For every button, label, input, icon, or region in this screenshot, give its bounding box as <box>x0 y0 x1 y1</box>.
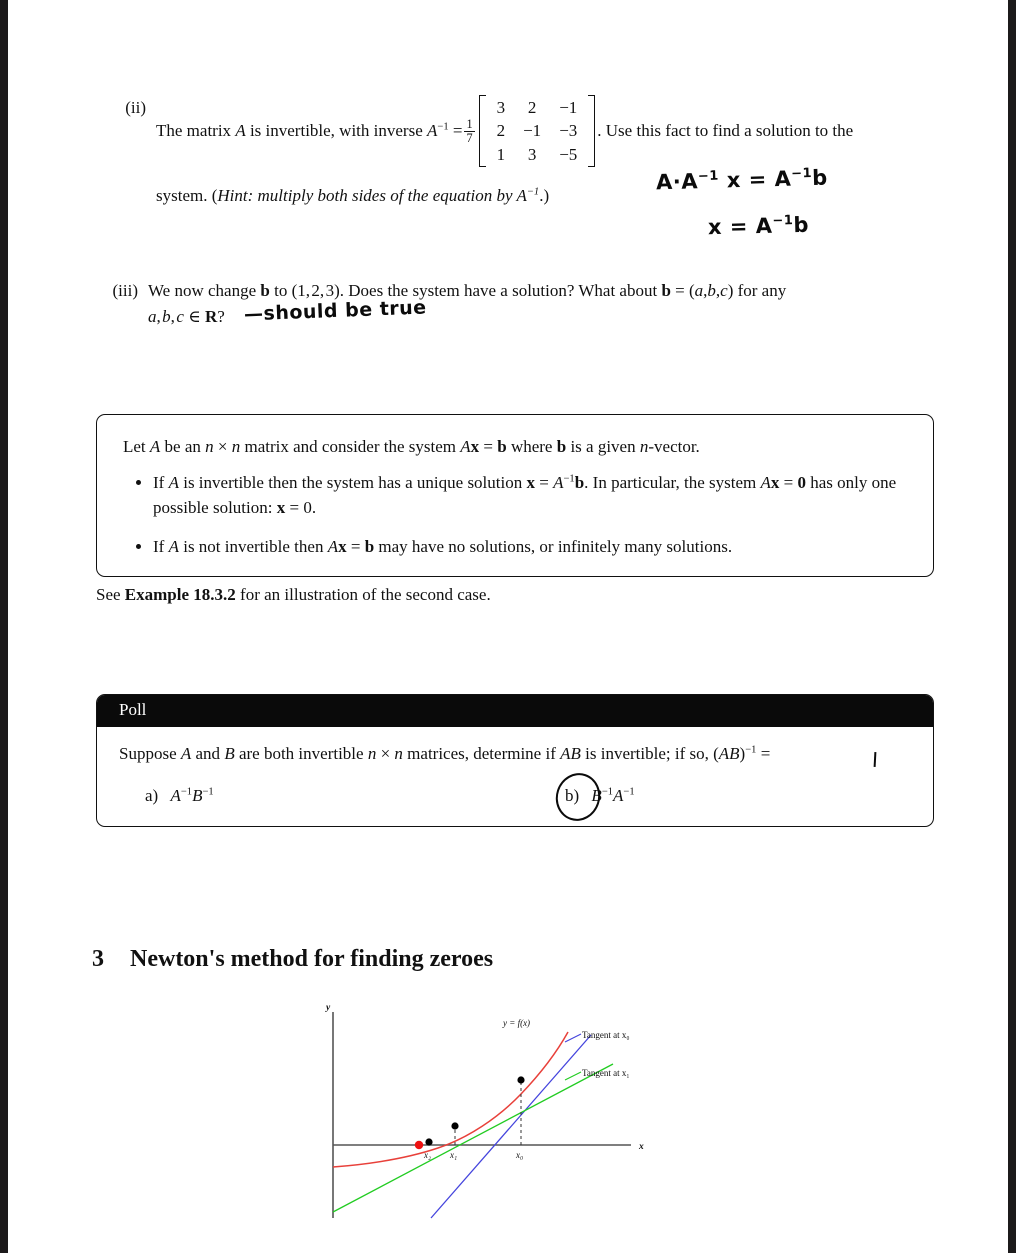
question-ii-text-after: . Use this fact to find a solution to the <box>597 121 854 141</box>
figure-point-f-x2 <box>425 1138 432 1145</box>
figure-tick-label-x1: x₁ <box>450 1150 458 1160</box>
poll-body <box>97 727 933 826</box>
question-iii-line1: We now change b to (1, 2, 3). Does the system have a solution? What about b = (a,b,c) for any <box>148 281 787 300</box>
matrix-row <box>488 96 587 119</box>
matrix-cell: 1 <box>496 144 506 164</box>
poll-options-row <box>119 783 911 809</box>
matrix-cell: −1 <box>559 98 578 117</box>
matrix-row <box>488 143 587 166</box>
question-item-iii <box>96 278 946 331</box>
theorem-lead-statement: Let A be an n × n matrix and consider the system Ax = b where b is a given n-vector. <box>123 437 700 456</box>
handwritten-note-iii: —should be true <box>243 296 427 326</box>
see-example-reference: Example 18.3.2 <box>124 585 236 604</box>
matrix-cell: 3 <box>496 98 506 117</box>
poll-option-b-value: $B^{-1}A^{-1}$ <box>591 785 635 805</box>
section-number: 3 <box>92 946 104 972</box>
figure-point-root <box>415 1141 423 1149</box>
page-sheet <box>8 0 1008 1253</box>
section-heading <box>92 946 493 973</box>
poll-option-b[interactable] <box>565 783 635 809</box>
question-label-iii: (iii) <box>112 281 138 300</box>
figure-legend-leader-x1 <box>565 1072 581 1080</box>
theorem-callout-box <box>96 414 934 577</box>
theorem-bullet-list <box>123 470 907 560</box>
poll-title-bar: Poll <box>97 695 933 727</box>
question-ii-line2: system. (Hint: multiply both sides of the equation by $A^{-1}$.) <box>156 186 550 206</box>
matrix-cell: 2 <box>496 121 506 141</box>
figure-function-curve <box>333 1032 568 1167</box>
figure-x-axis-label: x <box>639 1142 644 1152</box>
matrix-cell: 3 <box>527 144 537 164</box>
figure-tick-label-x0: x₀ <box>516 1150 524 1160</box>
figure-curve-label: y = f(x) <box>503 1018 531 1028</box>
poll-option-a-value: $A^{-1}B^{-1}$ <box>170 785 214 805</box>
matrix-cell: 2 <box>527 98 537 117</box>
poll-option-b-key: b) <box>565 785 580 805</box>
matrix-cell: −3 <box>559 121 578 141</box>
one-seventh-fraction: $\frac{1}{7}$ <box>466 117 473 145</box>
question-item-ii <box>104 95 944 209</box>
figure-y-axis-label: y <box>326 1003 331 1013</box>
poll-callout-box <box>96 694 934 827</box>
figure-legend-label-tangent-x1: Tangent at x₁ <box>582 1068 630 1078</box>
matrix-cell: −5 <box>559 144 578 164</box>
viewer-frame-left-edge <box>0 0 8 1253</box>
question-iii-line2: a, b, c ∈ R? <box>148 307 225 327</box>
question-label-ii: (ii) <box>125 98 146 117</box>
figure-legend-label-tangent-x0: Tangent at x₀ <box>582 1030 630 1040</box>
poll-question-text: Suppose A and B are both invertible n × n matrices, determine if AB is invertible; if so, (AB)$^{-1}$ = <box>119 744 771 763</box>
figure-point-f-x0 <box>517 1076 524 1083</box>
poll-option-a[interactable] <box>145 783 565 809</box>
figure-tangent-line-x1 <box>333 1064 613 1212</box>
matrix-cell: −1 <box>523 121 542 141</box>
handwritten-step-2: $x = A^{-1}b$ <box>707 212 810 240</box>
section-title: Newton's method for finding zeroes <box>130 946 494 972</box>
figure-point-f-x1 <box>451 1122 458 1129</box>
inverse-matrix <box>479 95 596 167</box>
theorem-bullet-invertible: • If A is invertible then the system has a unique solution $x = A^{-1}b$. In particular, the system Ax = 0 has only one possible solution: x = 0. <box>153 470 907 522</box>
question-body-ii <box>156 95 944 209</box>
figure-tick-label-x2: x₂ <box>424 1150 432 1160</box>
viewer-frame-right-edge <box>1008 0 1016 1253</box>
see-example-prefix: See <box>96 585 125 604</box>
figure-legend-leader-x0 <box>565 1034 581 1042</box>
theorem-bullet-not-invertible: • If A is not invertible then Ax = b may have no solutions, or infinitely many solutions. <box>153 534 907 560</box>
poll-option-a-key: a) <box>145 785 159 805</box>
matrix-row <box>488 119 587 142</box>
newtons-method-figure <box>313 1000 713 1235</box>
see-example-suffix: for an illustration of the second case. <box>235 585 491 604</box>
see-example-line <box>96 585 491 605</box>
question-ii-text-before: The matrix A is invertible, with inverse $A^{-1}$ = <box>156 121 463 141</box>
handwritten-step-1: $A\cdot A^{-1}$ $x = A^{-1}b$ <box>655 165 829 195</box>
